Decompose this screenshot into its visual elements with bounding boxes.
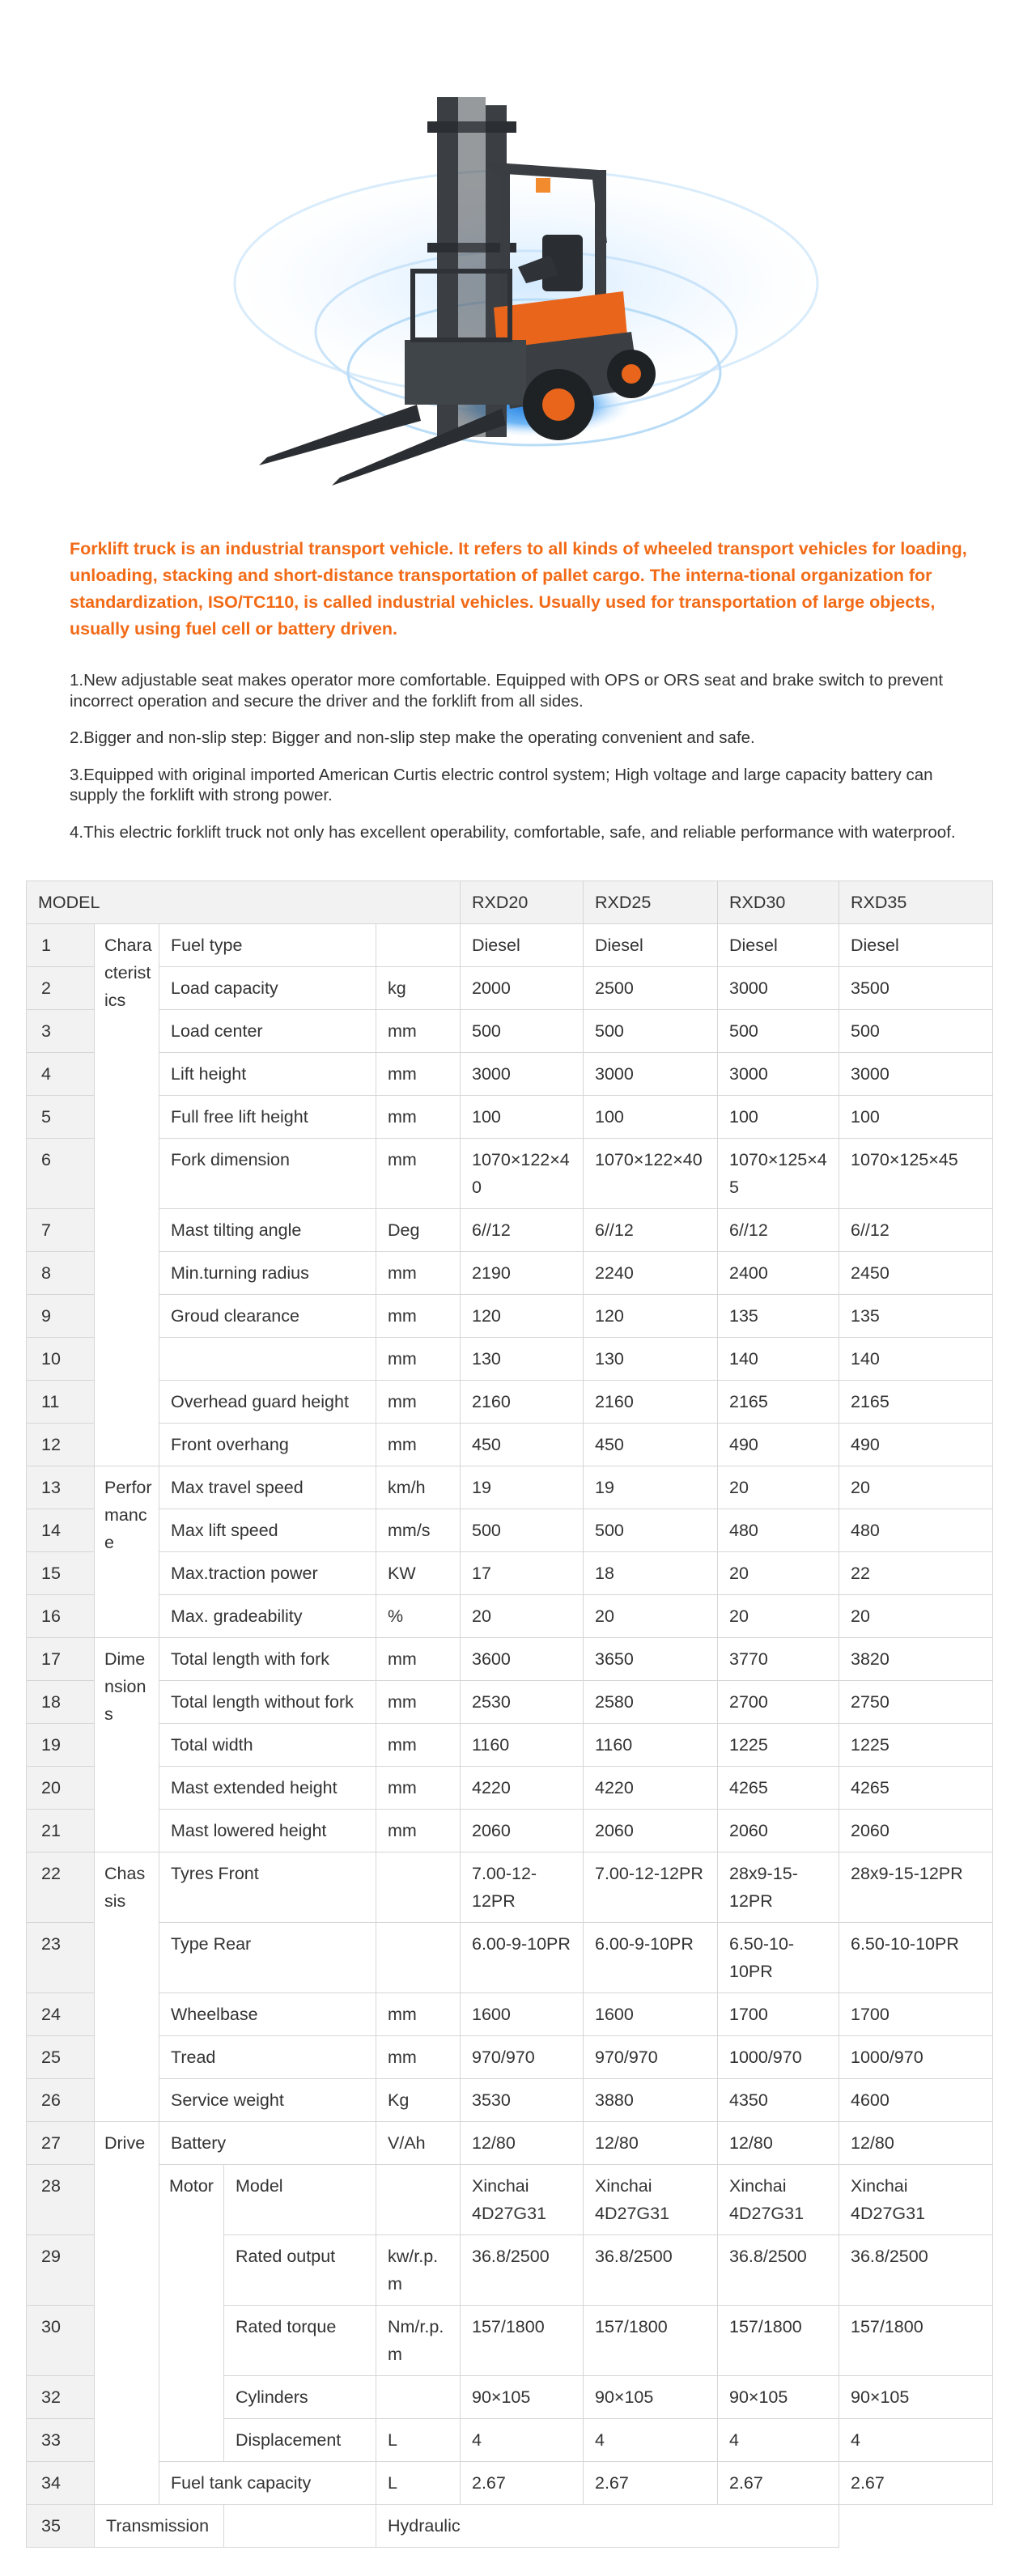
- value-cell: 450: [584, 1424, 718, 1466]
- table-row: [27, 1509, 993, 1552]
- value-cell: 4600: [839, 2079, 993, 2122]
- table-row: [27, 1010, 993, 1053]
- header-model-name: RXD25: [584, 881, 718, 924]
- value-cell: Xinchai 4D27G31: [584, 2165, 718, 2235]
- value-cell: Xinchai 4D27G31: [839, 2165, 993, 2235]
- value-cell: 500: [584, 1509, 718, 1552]
- value-cell: 500: [461, 1010, 584, 1053]
- row-number: 7: [27, 1209, 95, 1252]
- value-cell: 1225: [718, 1724, 839, 1767]
- value-cell: 3000: [584, 1053, 718, 1096]
- unit-cell: Kg: [376, 2079, 461, 2122]
- table-row: [27, 1852, 993, 1923]
- item-label: Displacement: [224, 2419, 376, 2462]
- value-cell: 4265: [718, 1767, 839, 1810]
- table-row: [27, 924, 993, 967]
- value-cell: 2580: [584, 1681, 718, 1724]
- value-cell: 2060: [461, 1810, 584, 1852]
- unit-cell: mm: [376, 1724, 461, 1767]
- unit-cell: %: [376, 1595, 461, 1638]
- table-row: [27, 1252, 993, 1295]
- value-cell: Xinchai 4D27G31: [718, 2165, 839, 2235]
- value-cell: 4350: [718, 2079, 839, 2122]
- value-cell: 18: [584, 1552, 718, 1595]
- value-cell: 157/1800: [839, 2306, 993, 2376]
- value-cell: 2000: [461, 967, 584, 1010]
- row-number: 12: [27, 1424, 95, 1466]
- row-number: 34: [27, 2462, 95, 2505]
- value-cell: 4: [718, 2419, 839, 2462]
- value-cell: Diesel: [584, 924, 718, 967]
- table-row: [27, 2036, 993, 2079]
- table-header-row: [27, 881, 993, 924]
- unit-cell: KW: [376, 1552, 461, 1595]
- value-cell: 3820: [839, 1638, 993, 1681]
- value-cell: 2160: [461, 1381, 584, 1424]
- table-row: [27, 1595, 993, 1638]
- item-label: Total width: [159, 1724, 376, 1767]
- warning-light: [536, 178, 550, 193]
- item-label: Wheelbase: [159, 1993, 376, 2036]
- value-cell: 90×105: [461, 2376, 584, 2419]
- item-label: Max.traction power: [159, 1552, 376, 1595]
- unit-cell: [376, 2376, 461, 2419]
- row-number: 26: [27, 2079, 95, 2122]
- row-number: 24: [27, 1993, 95, 2036]
- value-cell: 135: [718, 1295, 839, 1338]
- unit-cell: [224, 2505, 376, 2548]
- value-cell: 2450: [839, 1252, 993, 1295]
- row-number: 8: [27, 1252, 95, 1295]
- unit-cell: L: [376, 2462, 461, 2505]
- item-label: Total length without fork: [159, 1681, 376, 1724]
- value-cell: 1600: [584, 1993, 718, 2036]
- item-label: Fuel tank capacity: [159, 2462, 376, 2505]
- table-row: [27, 2165, 993, 2235]
- table-row: [27, 1810, 993, 1852]
- value-cell: 100: [839, 1096, 993, 1139]
- value-cell: 12/80: [584, 2122, 718, 2165]
- header-model-name: RXD35: [839, 881, 993, 924]
- item-label: Fuel type: [159, 924, 376, 967]
- value-cell: 500: [718, 1010, 839, 1053]
- row-number: 15: [27, 1552, 95, 1595]
- value-cell: 20: [461, 1595, 584, 1638]
- value-cell: 135: [839, 1295, 993, 1338]
- item-label: Tread: [159, 2036, 376, 2079]
- value-cell: 3000: [718, 1053, 839, 1096]
- value-cell: 28x9-15-12PR: [718, 1852, 839, 1923]
- feature-item: 4.This electric forklift truck not only has excellent operability, comfortable, safe, and reliable performance with waterproof.: [70, 822, 956, 842]
- item-label: Groud clearance: [159, 1295, 376, 1338]
- item-label: Min.turning radius: [159, 1252, 376, 1295]
- value-cell: 1070×125×45: [718, 1139, 839, 1209]
- item-label: [159, 1338, 376, 1381]
- value-cell: 2060: [718, 1810, 839, 1852]
- spec-table: [26, 881, 993, 2548]
- item-label: Tyres Front: [159, 1852, 376, 1923]
- row-number: 32: [27, 2376, 95, 2419]
- item-label: Front overhang: [159, 1424, 376, 1466]
- value-cell: 2400: [718, 1252, 839, 1295]
- value-cell: 2190: [461, 1252, 584, 1295]
- value-cell: 450: [461, 1424, 584, 1466]
- value-cell: 3500: [839, 967, 993, 1010]
- value-cell: 1225: [839, 1724, 993, 1767]
- table-row: [27, 1767, 993, 1810]
- value-cell: 3880: [584, 2079, 718, 2122]
- value-cell: 500: [839, 1010, 993, 1053]
- item-label: Cylinders: [224, 2376, 376, 2419]
- value-cell: 1160: [584, 1724, 718, 1767]
- value-cell: 6//12: [584, 1209, 718, 1252]
- row-number: 10: [27, 1338, 95, 1381]
- value-cell: 3600: [461, 1638, 584, 1681]
- table-row: [27, 1053, 993, 1096]
- item-label: Lift height: [159, 1053, 376, 1096]
- value-cell: 100: [718, 1096, 839, 1139]
- item-label: Mast lowered height: [159, 1810, 376, 1852]
- table-row: [27, 1424, 993, 1466]
- value-cell: 120: [461, 1295, 584, 1338]
- value-cell: Hydraulic: [376, 2505, 839, 2548]
- value-cell: 2060: [584, 1810, 718, 1852]
- feature-item: 3.Equipped with original imported American Curtis electric control system; High voltage and large capacity battery can supply the forklift with strong power.: [70, 765, 933, 804]
- value-cell: 2.67: [461, 2462, 584, 2505]
- value-cell: 1160: [461, 1724, 584, 1767]
- unit-cell: [376, 1923, 461, 1993]
- value-cell: 2.67: [839, 2462, 993, 2505]
- rear-hub: [622, 364, 641, 384]
- unit-cell: mm: [376, 1810, 461, 1852]
- value-cell: 2165: [718, 1381, 839, 1424]
- item-label: Load capacity: [159, 967, 376, 1010]
- value-cell: 22: [839, 1552, 993, 1595]
- item-label: Rated output: [224, 2235, 376, 2306]
- value-cell: 7.00-12-12PR: [584, 1852, 718, 1923]
- row-number: 1: [27, 924, 95, 967]
- hero-image: [0, 0, 1036, 518]
- item-label: Max. gradeability: [159, 1595, 376, 1638]
- unit-cell: [376, 1852, 461, 1923]
- category-dimensions: Dimensions: [95, 1638, 159, 1852]
- row-number: 3: [27, 1010, 95, 1053]
- value-cell: 500: [461, 1509, 584, 1552]
- table-row: [27, 1209, 993, 1252]
- value-cell: 157/1800: [461, 2306, 584, 2376]
- value-cell: 1000/970: [839, 2036, 993, 2079]
- value-cell: 3530: [461, 2079, 584, 2122]
- unit-cell: km/h: [376, 1466, 461, 1509]
- value-cell: 4220: [461, 1767, 584, 1810]
- value-cell: 1070×122×40: [584, 1139, 718, 1209]
- value-cell: Diesel: [718, 924, 839, 967]
- row-number: 2: [27, 967, 95, 1010]
- value-cell: 3650: [584, 1638, 718, 1681]
- table-row: [27, 1096, 993, 1139]
- value-cell: 90×105: [584, 2376, 718, 2419]
- value-cell: 140: [839, 1338, 993, 1381]
- unit-cell: mm: [376, 1053, 461, 1096]
- unit-cell: Nm/r.p.m: [376, 2306, 461, 2376]
- item-label: Battery: [159, 2122, 376, 2165]
- value-cell: 970/970: [461, 2036, 584, 2079]
- value-cell: 90×105: [718, 2376, 839, 2419]
- row-number: 11: [27, 1381, 95, 1424]
- item-label: Total length with fork: [159, 1638, 376, 1681]
- value-cell: 7.00-12-12PR: [461, 1852, 584, 1923]
- value-cell: 157/1800: [584, 2306, 718, 2376]
- table-row: [27, 2122, 993, 2165]
- value-cell: 6.50-10-10PR: [839, 1923, 993, 1993]
- value-cell: Xinchai 4D27G31: [461, 2165, 584, 2235]
- unit-cell: kw/r.p.m: [376, 2235, 461, 2306]
- value-cell: 6.00-9-10PR: [584, 1923, 718, 1993]
- row-number: 29: [27, 2235, 95, 2306]
- row-number: 17: [27, 1638, 95, 1681]
- category-chassis: Chassis: [95, 1852, 159, 2122]
- unit-cell: mm/s: [376, 1509, 461, 1552]
- unit-cell: mm: [376, 1252, 461, 1295]
- value-cell: 130: [461, 1338, 584, 1381]
- table-row: [27, 1295, 993, 1338]
- value-cell: 90×105: [839, 2376, 993, 2419]
- row-number: 18: [27, 1681, 95, 1724]
- row-number: 9: [27, 1295, 95, 1338]
- value-cell: 36.8/2500: [584, 2235, 718, 2306]
- value-cell: 480: [718, 1509, 839, 1552]
- item-label: Load center: [159, 1010, 376, 1053]
- value-cell: 20: [584, 1595, 718, 1638]
- value-cell: Diesel: [461, 924, 584, 967]
- value-cell: 120: [584, 1295, 718, 1338]
- row-number: 4: [27, 1053, 95, 1096]
- table-row: [27, 1923, 993, 1993]
- row-number: 14: [27, 1509, 95, 1552]
- header-model-label: MODEL: [27, 881, 461, 924]
- unit-cell: [376, 2165, 461, 2235]
- unit-cell: mm: [376, 1381, 461, 1424]
- table-row: [27, 1681, 993, 1724]
- row-number: 22: [27, 1852, 95, 1923]
- row-number: 13: [27, 1466, 95, 1509]
- value-cell: 12/80: [718, 2122, 839, 2165]
- category-performance: Performance: [95, 1466, 159, 1638]
- item-label: Rated torque: [224, 2306, 376, 2376]
- value-cell: 3770: [718, 1638, 839, 1681]
- feature-list: [70, 670, 984, 859]
- table-row: [27, 1724, 993, 1767]
- row-number: 6: [27, 1139, 95, 1209]
- header-model-name: RXD30: [718, 881, 839, 924]
- unit-cell: mm: [376, 1993, 461, 2036]
- row-number: 16: [27, 1595, 95, 1638]
- table-row: [27, 1993, 993, 2036]
- value-cell: 36.8/2500: [839, 2235, 993, 2306]
- item-label: Model: [224, 2165, 376, 2235]
- unit-cell: mm: [376, 1638, 461, 1681]
- value-cell: 6//12: [718, 1209, 839, 1252]
- unit-cell: mm: [376, 1338, 461, 1381]
- value-cell: 1070×122×40: [461, 1139, 584, 1209]
- unit-cell: mm: [376, 2036, 461, 2079]
- value-cell: 490: [839, 1424, 993, 1466]
- header-model-name: RXD20: [461, 881, 584, 924]
- table-row: [27, 1552, 993, 1595]
- row-number: 35: [27, 2505, 95, 2548]
- unit-cell: mm: [376, 1424, 461, 1466]
- unit-cell: Deg: [376, 1209, 461, 1252]
- table-row: [27, 1139, 993, 1209]
- fork-carriage: [405, 340, 526, 405]
- value-cell: 157/1800: [718, 2306, 839, 2376]
- value-cell: 6.50-10-10PR: [718, 1923, 839, 1993]
- value-cell: 28x9-15-12PR: [839, 1852, 993, 1923]
- table-row: [27, 1381, 993, 1424]
- item-label: Mast tilting angle: [159, 1209, 376, 1252]
- value-cell: 100: [461, 1096, 584, 1139]
- unit-cell: mm: [376, 1010, 461, 1053]
- value-cell: 140: [718, 1338, 839, 1381]
- item-label: Max travel speed: [159, 1466, 376, 1509]
- row-number: 28: [27, 2165, 95, 2235]
- value-cell: 20: [839, 1466, 993, 1509]
- value-cell: 1070×125×45: [839, 1139, 993, 1209]
- value-cell: 6//12: [461, 1209, 584, 1252]
- feature-item: 1.New adjustable seat makes operator more comfortable. Equipped with OPS or ORS seat and brake switch to prevent incorrect operation and secure the driver and the forklift from all sides.: [70, 671, 944, 711]
- value-cell: 1600: [461, 1993, 584, 2036]
- value-cell: 4220: [584, 1767, 718, 1810]
- row-number: 25: [27, 2036, 95, 2079]
- value-cell: 4: [839, 2419, 993, 2462]
- value-cell: 19: [584, 1466, 718, 1509]
- value-cell: 3000: [839, 1053, 993, 1096]
- value-cell: 1000/970: [718, 2036, 839, 2079]
- unit-cell: kg: [376, 967, 461, 1010]
- value-cell: 2500: [584, 967, 718, 1010]
- value-cell: 3000: [461, 1053, 584, 1096]
- value-cell: 6//12: [839, 1209, 993, 1252]
- unit-cell: mm: [376, 1096, 461, 1139]
- value-cell: 2750: [839, 1681, 993, 1724]
- table-row: [27, 1466, 993, 1509]
- value-cell: 20: [839, 1595, 993, 1638]
- value-cell: 2700: [718, 1681, 839, 1724]
- front-hub: [542, 388, 575, 421]
- value-cell: 4: [584, 2419, 718, 2462]
- feature-item: 2.Bigger and non-slip step: Bigger and non-slip step make the operating convenient and safe.: [70, 728, 755, 747]
- unit-cell: mm: [376, 1139, 461, 1209]
- row-number: 30: [27, 2306, 95, 2376]
- value-cell: 36.8/2500: [461, 2235, 584, 2306]
- table-row: [27, 2462, 993, 2505]
- value-cell: Diesel: [839, 924, 993, 967]
- row-number: 33: [27, 2419, 95, 2462]
- value-cell: 480: [839, 1509, 993, 1552]
- item-label: Type Rear: [159, 1923, 376, 1993]
- value-cell: 6.00-9-10PR: [461, 1923, 584, 1993]
- unit-cell: V/Ah: [376, 2122, 461, 2165]
- value-cell: 4: [461, 2419, 584, 2462]
- unit-cell: L: [376, 2419, 461, 2462]
- category-characteristics: Characteristics: [95, 924, 159, 1466]
- value-cell: 2240: [584, 1252, 718, 1295]
- value-cell: 36.8/2500: [718, 2235, 839, 2306]
- value-cell: 130: [584, 1338, 718, 1381]
- table-row: [27, 2505, 993, 2548]
- table-row: [27, 967, 993, 1010]
- value-cell: 2.67: [718, 2462, 839, 2505]
- item-label: Mast extended height: [159, 1767, 376, 1810]
- value-cell: 12/80: [839, 2122, 993, 2165]
- row-number: 27: [27, 2122, 95, 2165]
- unit-cell: [376, 924, 461, 967]
- value-cell: 2060: [839, 1810, 993, 1852]
- item-label: Fork dimension: [159, 1139, 376, 1209]
- value-cell: 4265: [839, 1767, 993, 1810]
- value-cell: 1700: [839, 1993, 993, 2036]
- value-cell: 2530: [461, 1681, 584, 1724]
- category-motor: Motor: [159, 2165, 224, 2462]
- value-cell: 20: [718, 1552, 839, 1595]
- value-cell: 500: [584, 1010, 718, 1053]
- intro-paragraph: Forklift truck is an industrial transport vehicle. It refers to all kinds of wheeled transport vehicles for loading, unloading, stacking and short-distance transportation of pallet cargo. The interna-tional organization for standardization, ISO/TC110, is called industrial vehicles. Usually used for transportation of large objects, usually using fuel cell or battery driven.: [70, 539, 967, 639]
- item-label: Transmission: [95, 2505, 224, 2548]
- value-cell: 2165: [839, 1381, 993, 1424]
- value-cell: 17: [461, 1552, 584, 1595]
- value-cell: 2160: [584, 1381, 718, 1424]
- value-cell: 19: [461, 1466, 584, 1509]
- table-row: [27, 1338, 993, 1381]
- value-cell: 12/80: [461, 2122, 584, 2165]
- row-number: 23: [27, 1923, 95, 1993]
- value-cell: 490: [718, 1424, 839, 1466]
- row-number: 21: [27, 1810, 95, 1852]
- item-label: Full free lift height: [159, 1096, 376, 1139]
- forklift-illustration: [0, 0, 1036, 518]
- table-row: [27, 1638, 993, 1681]
- category-drive: Drive: [95, 2122, 159, 2505]
- unit-cell: mm: [376, 1767, 461, 1810]
- item-label: Service weight: [159, 2079, 376, 2122]
- value-cell: 3000: [718, 967, 839, 1010]
- row-number: 5: [27, 1096, 95, 1139]
- unit-cell: mm: [376, 1295, 461, 1338]
- value-cell: 1700: [718, 1993, 839, 2036]
- value-cell: 20: [718, 1595, 839, 1638]
- value-cell: 100: [584, 1096, 718, 1139]
- value-cell: 20: [718, 1466, 839, 1509]
- row-number: 20: [27, 1767, 95, 1810]
- item-label: Max lift speed: [159, 1509, 376, 1552]
- table-row: [27, 2079, 993, 2122]
- item-label: Overhead guard height: [159, 1381, 376, 1424]
- row-number: 19: [27, 1724, 95, 1767]
- value-cell: 970/970: [584, 2036, 718, 2079]
- value-cell: 2.67: [584, 2462, 718, 2505]
- unit-cell: mm: [376, 1681, 461, 1724]
